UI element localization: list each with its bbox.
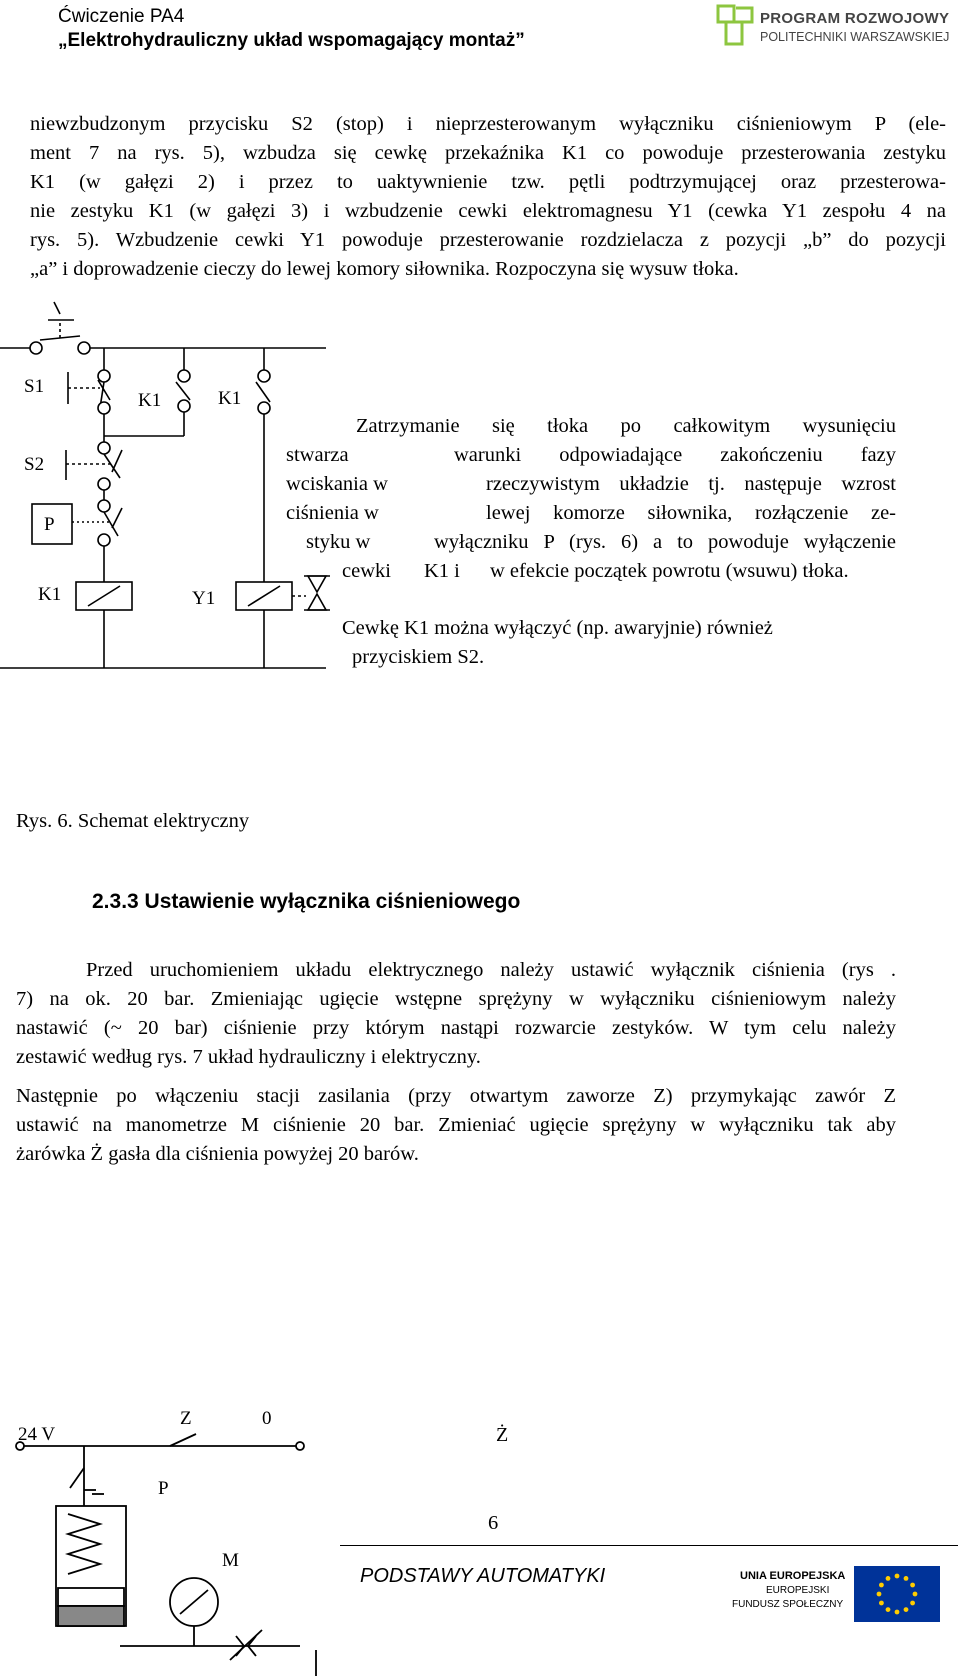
side-line-4b: lewej komorze siłownika, rozłączenie ze- xyxy=(486,502,896,524)
para3-line-3: żarówka Ż gasła dla ciśnienia powyżej 20 barów. xyxy=(16,1143,419,1165)
para3-line-2: ustawić na manometrze M ciśnienie 20 bar. Zmieniać ugięcie sprężyny w wyłączniku tak aby xyxy=(16,1114,896,1136)
label-p: P xyxy=(44,514,55,535)
eu-star-icon xyxy=(879,1583,884,1588)
fig7-label-zero: 0 xyxy=(262,1410,272,1429)
side-line-2b: warunki odpowiadające zakończeniu fazy xyxy=(454,444,896,466)
figure7-hydraulic-electric xyxy=(0,1410,340,1676)
label-y1: Y1 xyxy=(192,588,216,609)
side-line-7: Cewkę K1 można wyłączyć (np. awaryjnie) również xyxy=(342,617,773,639)
side-line-5a: styku w xyxy=(306,531,371,553)
footer-eu-union: UNIA EUROPEJSKA xyxy=(740,1570,846,1582)
fig7-label-24v: 24 V xyxy=(18,1424,56,1445)
eu-star-icon xyxy=(886,1607,891,1612)
header-exercise: Ćwiczenie PA4 xyxy=(58,6,185,27)
para2-line-2: 7) na ok. 20 bar. Zmieniając ugięcie wstępne sprężyny w wyłączniku ciśnieniowym należy xyxy=(16,988,896,1010)
side-line-6a: cewki xyxy=(342,560,391,582)
eu-star-icon xyxy=(895,1610,900,1615)
side-line-1: Zatrzymanie się tłoka po całkowitym wysunięciu xyxy=(356,415,896,437)
side-line-6b: K1 i xyxy=(424,560,460,582)
eu-star-icon xyxy=(877,1592,882,1597)
label-k1-contact: K1 xyxy=(218,388,242,409)
eu-star-icon xyxy=(904,1607,909,1612)
eu-star-icon xyxy=(910,1583,915,1588)
intro-line-1: niewzbudzonym przycisku S2 (stop) i nieprzesterowanym wyłączniku ciśnieniowym P (ele- xyxy=(30,113,946,135)
fig7-label-zh: Ż xyxy=(496,1424,509,1446)
footer-course: PODSTAWY AUTOMATYKI xyxy=(360,1565,606,1587)
para3-line-1: Następnie po włączeniu stacji zasilania (przy otwartym zaworze Z) przymykając zawór Z xyxy=(16,1085,896,1107)
intro-line-6: „a” i doprowadzenie cieczy do lewej komory siłownika. Rozpoczyna się wysuw tłoka. xyxy=(30,258,739,280)
side-line-3b: rzeczywistym układzie tj. następuje wzrost xyxy=(486,473,896,495)
fig7-label-z: Z xyxy=(180,1410,192,1429)
header-title: „Elektrohydrauliczny układ wspomagający montaż” xyxy=(58,30,525,51)
fig7-label-p: P xyxy=(158,1478,169,1499)
side-line-2a: stwarza xyxy=(286,444,349,466)
fig7-label-m: M xyxy=(222,1550,239,1571)
side-line-4a: ciśnienia w xyxy=(286,502,379,524)
para2-line-3: nastawić (~ 20 bar) ciśnienie przy którym nastąpi rozwarcie zestyków. W tym celu należy xyxy=(16,1017,896,1039)
side-line-8: przyciskiem S2. xyxy=(352,646,485,668)
intro-line-5: rys. 5). Wzbudzenie cewki Y1 powoduje przesterowanie rozdzielacza z pozycji „b” do pozycji xyxy=(30,229,946,251)
side-line-3a: wciskania w xyxy=(286,473,388,495)
logo-text-university: POLITECHNIKI WARSZAWSKIEJ xyxy=(760,30,950,44)
para2-line-1: Przed uruchomieniem układu elektrycznego należy ustawić wyłącznik ciśnienia (rys . xyxy=(86,959,896,981)
eu-flag-icon xyxy=(854,1566,940,1622)
eu-star-icon xyxy=(886,1576,891,1581)
page-number: 6 xyxy=(488,1512,499,1534)
para2-line-4: zestawić według rys. 7 układ hydrauliczny i elektryczny. xyxy=(16,1046,481,1068)
label-k1-coil: K1 xyxy=(38,584,62,605)
side-line-5b: wyłączniku P (rys. 6) a to powoduje wyłączenie xyxy=(434,531,896,553)
side-line-6c: w efekcie początek powrotu (wsuwu) tłoka. xyxy=(490,560,849,582)
program-logo-icon xyxy=(718,6,752,44)
eu-star-icon xyxy=(895,1574,900,1579)
label-s1: S1 xyxy=(24,376,45,397)
label-k1-hold: K1 xyxy=(138,390,162,411)
eu-star-icon xyxy=(913,1592,918,1597)
eu-star-icon xyxy=(910,1601,915,1606)
label-s2: S2 xyxy=(24,454,45,475)
intro-line-4: nie zestyku K1 (w gałęzi 3) i wzbudzenie cewki elektromagnesu Y1 (cewka Y1 zespołu 4 na xyxy=(30,200,946,222)
section-heading: 2.3.3 Ustawienie wyłącznika ciśnieniowego xyxy=(92,890,521,913)
intro-line-2: ment 7 na rys. 5), wzbudza się cewkę przekaźnika K1 co powoduje przesterowania zestyku xyxy=(30,142,946,164)
footer-eu-fund: FUNDUSZ SPOŁECZNY xyxy=(732,1599,844,1610)
footer-divider xyxy=(340,1545,958,1546)
logo-text-program: PROGRAM ROZWOJOWY xyxy=(760,10,950,27)
footer-eu-european: EUROPEJSKI xyxy=(766,1585,830,1596)
eu-star-icon xyxy=(879,1601,884,1606)
eu-star-icon xyxy=(904,1576,909,1581)
figure-caption: Rys. 6. Schemat elektryczny xyxy=(16,810,250,832)
intro-line-3: K1 (w gałęzi 2) i przez to uaktywnienie tzw. pętli podtrzymującej oraz przesterowa- xyxy=(30,171,946,193)
